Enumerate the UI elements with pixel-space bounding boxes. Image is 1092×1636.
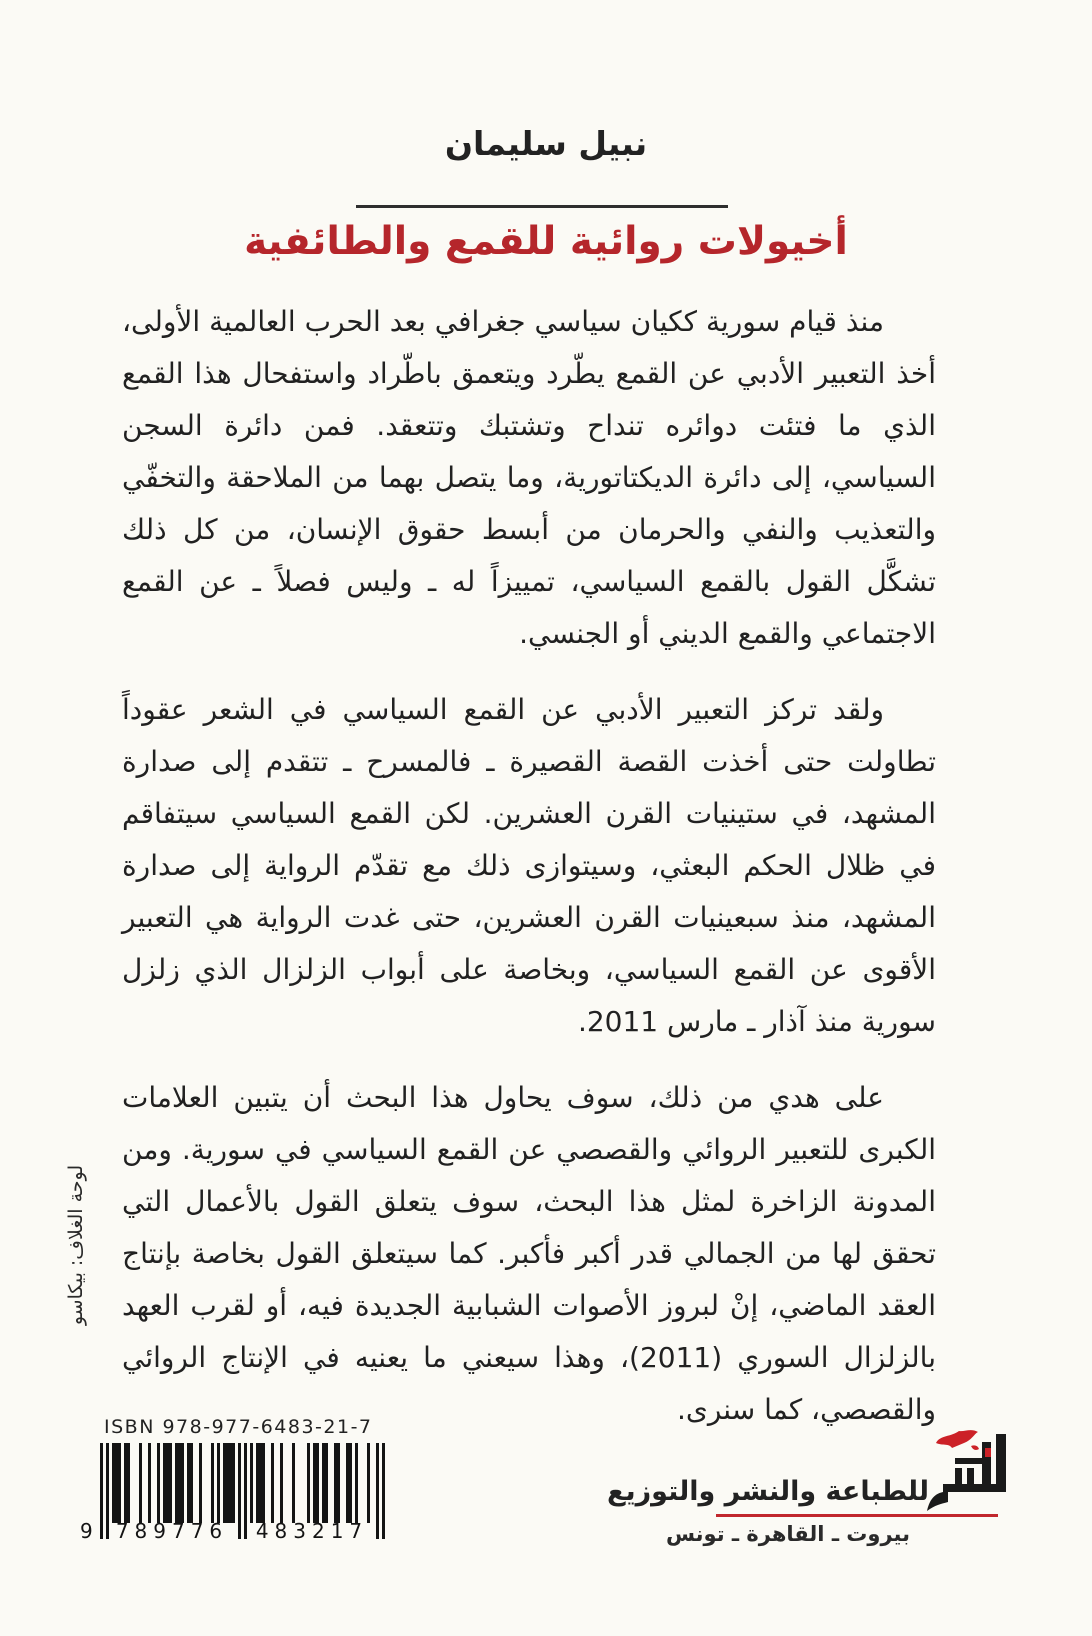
author-name: نبيل سليمان (444, 124, 648, 163)
barcode-right-group: 483217 (255, 1519, 369, 1543)
synopsis-paragraph-3: على هدي من ذلك، سوف يحاول هذا البحث أن يتبين العلامات الكبرى للتعبير الروائي والقصصي عن القمع السياسي في سورية. ومن المدونة الزاخرة لمثل هذا البحث، سوف يتعلق القول بالأعمال التي تحقق لها من الجمالي قدر أكبر فأكبر. كما سيتعلق القول بخاصة بإنتاج العقد الماضي، إنْ لبروز الأصوات الشبابية الجديدة فيه، أو لقرب العهد بالزلزال السوري (2011)، وهذا سيعني ما يعنيه في الإنتاج الروائي والقصصي، كما سنرى. (122, 1081, 937, 1426)
barcode-lead-digit: 9 (80, 1519, 93, 1543)
synopsis-text (122, 296, 936, 1460)
isbn-label: ISBN 978-977-6483-21-7 (104, 1416, 373, 1438)
barcode-left-group: 789776 (115, 1519, 229, 1543)
publisher-logo-mark (925, 1428, 1010, 1516)
publisher-tagline: للطباعة والنشر والتوزيع (607, 1476, 929, 1507)
book-title: أخيولات روائية للقمع والطائفية (244, 219, 848, 264)
divider-rule (356, 205, 728, 208)
synopsis-paragraph-2: ولقد تركز التعبير الأدبي عن القمع السياسي في الشعر عقوداً تطاولت حتى أخذت القصة القصيرة ـ فالمسرح ـ تتقدم إلى صدارة المشهد، في ستينيات القرن العشرين. لكن القمع السياسي سيتفاقم في ظلال الحكم البعثي، وسيتوازى ذلك مع تقدّم الرواية إلى صدارة المشهد، منذ سبعينيات القرن العشرين، حتى غدت الرواية هي التعبير الأقوى عن القمع السياسي، وبخاصة على أبواب الزلزال الذي زلزل سورية منذ آذار ـ مارس 2011. (122, 693, 936, 1038)
publisher-cities: بيروت ـ القاهرة ـ تونس (665, 1522, 910, 1546)
synopsis-paragraph-1: منذ قيام سورية ككيان سياسي جغرافي بعد الحرب العالمية الأولى، أخذ التعبير الأدبي عن القمع يطّرد ويتعمق باطّراد واستفحال هذا القمع الذي ما فتئت دوائره تنداح وتشتبك وتتعقد. فمن دائرة السجن السياسي، إلى دائرة الديكتاتورية، وما يتصل بهما من الملاحقة والتخفّي والتعذيب والنفي والحرمان من أبسط حقوق الإنسان، من كل ذلك تشكَّل القول بالقمع السياسي، تمييزاً له ـ وليس فصلاً ـ عن القمع الاجتماعي والقمع الديني أو الجنسي. (122, 305, 936, 650)
cover-art-credit: لوحة الغلاف: بيكاسو (65, 1164, 87, 1326)
isbn-barcode (80, 1443, 385, 1545)
publisher-accent-rule (716, 1514, 998, 1517)
